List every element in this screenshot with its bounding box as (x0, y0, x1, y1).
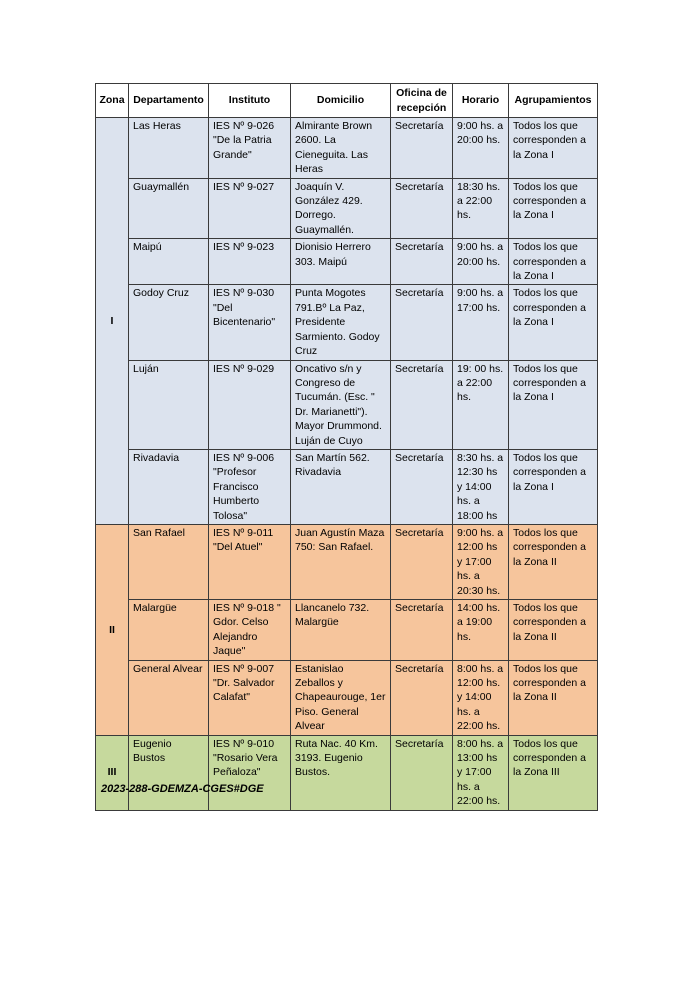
departamento-cell: Godoy Cruz (129, 285, 209, 360)
departamento-cell: Eugenio Bustos (129, 735, 209, 810)
table-row (96, 285, 598, 360)
instituto-cell: IES Nº 9-010 "Rosario Vera Peñaloza" (209, 735, 291, 810)
instituto-cell: IES Nº 9-027 (209, 178, 291, 239)
zone-label: II (96, 524, 129, 735)
agrupamiento-cell: Todos los que corresponden a la Zona I (509, 285, 598, 360)
header-oficina: Oficina de recepción (391, 84, 453, 118)
table-row (96, 600, 598, 661)
header-instituto: Instituto (209, 84, 291, 118)
agrupamiento-cell: Todos los que corresponden a la Zona III (509, 735, 598, 810)
oficina-cell: Secretaría (391, 360, 453, 449)
instituto-cell: IES Nº 9-011 "Del Atuel" (209, 524, 291, 599)
departamento-cell: Las Heras (129, 118, 209, 179)
departamento-cell: Rivadavia (129, 449, 209, 524)
departamento-cell: Malargüe (129, 600, 209, 661)
horario-cell: 8:00 hs. a 13:00 hs y 17:00 hs. a 22:00 hs. (453, 735, 509, 810)
document-reference: 2023-288-GDEMZA-CGES#DGE (101, 783, 264, 795)
header-departamento: Departamento (129, 84, 209, 118)
zone-label: I (96, 118, 129, 525)
header-domicilio: Domicilio (291, 84, 391, 118)
horario-cell: 9:00 hs. a 20:00 hs. (453, 118, 509, 179)
zones-table (95, 83, 598, 811)
oficina-cell: Secretaría (391, 449, 453, 524)
table-row (96, 178, 598, 239)
agrupamiento-cell: Todos los que corresponden a la Zona II (509, 660, 598, 735)
table-row (96, 524, 598, 599)
horario-cell: 8:30 hs. a 12:30 hs y 14:00 hs. a 18:00 hs (453, 449, 509, 524)
oficina-cell: Secretaría (391, 660, 453, 735)
zone-label: III (96, 735, 129, 810)
domicilio-cell: Llancanelo 732. Malargüe (291, 600, 391, 661)
instituto-cell: IES Nº 9-029 (209, 360, 291, 449)
header-zona: Zona (96, 84, 129, 118)
oficina-cell: Secretaría (391, 285, 453, 360)
header-horario: Horario (453, 84, 509, 118)
header-row (96, 84, 598, 118)
agrupamiento-cell: Todos los que corresponden a la Zona II (509, 524, 598, 599)
departamento-cell: Maipú (129, 239, 209, 285)
table-row (96, 735, 598, 810)
domicilio-cell: Estanislao Zeballos y Chapeaurouge, 1er Piso. General Alvear (291, 660, 391, 735)
horario-cell: 9:00 hs. a 17:00 hs. (453, 285, 509, 360)
horario-cell: 9:00 hs. a 12:00 hs y 17:00 hs. a 20:30 hs. (453, 524, 509, 599)
instituto-cell: IES Nº 9-018 " Gdor. Celso Alejandro Jaque" (209, 600, 291, 661)
agrupamiento-cell: Todos los que corresponden a la Zona I (509, 449, 598, 524)
domicilio-cell: Almirante Brown 2600. La Cieneguita. Las Heras (291, 118, 391, 179)
instituto-cell: IES Nº 9-006 "Profesor Francisco Humberto Tolosa" (209, 449, 291, 524)
domicilio-cell: Ruta Nac. 40 Km. 3193. Eugenio Bustos. (291, 735, 391, 810)
table-row (96, 118, 598, 179)
departamento-cell: Guaymallén (129, 178, 209, 239)
instituto-cell: IES Nº 9-007 "Dr. Salvador Calafat" (209, 660, 291, 735)
instituto-cell: IES Nº 9-023 (209, 239, 291, 285)
domicilio-cell: Juan Agustín Maza 750: San Rafael. (291, 524, 391, 599)
table-row (96, 239, 598, 285)
oficina-cell: Secretaría (391, 735, 453, 810)
domicilio-cell: Dionisio Herrero 303. Maipú (291, 239, 391, 285)
domicilio-cell: San Martín 562. Rivadavia (291, 449, 391, 524)
horario-cell: 18:30 hs. a 22:00 hs. (453, 178, 509, 239)
instituto-cell: IES Nº 9-030 "Del Bicentenario" (209, 285, 291, 360)
agrupamiento-cell: Todos los que corresponden a la Zona I (509, 118, 598, 179)
table-row (96, 449, 598, 524)
horario-cell: 8:00 hs. a 12:00 hs. y 14:00 hs. a 22:00 hs. (453, 660, 509, 735)
table-row (96, 660, 598, 735)
domicilio-cell: Oncativo s/n y Congreso de Tucumán. (Esc. " Dr. Marianetti"). Mayor Drummond. Luján de Cuyo (291, 360, 391, 449)
header-agrupamientos: Agrupamientos (509, 84, 598, 118)
table-row (96, 360, 598, 449)
agrupamiento-cell: Todos los que corresponden a la Zona I (509, 239, 598, 285)
departamento-cell: Luján (129, 360, 209, 449)
domicilio-cell: Joaquín V. González 429. Dorrego. Guaymallén. (291, 178, 391, 239)
oficina-cell: Secretaría (391, 178, 453, 239)
oficina-cell: Secretaría (391, 118, 453, 179)
departamento-cell: General Alvear (129, 660, 209, 735)
horario-cell: 9:00 hs. a 20:00 hs. (453, 239, 509, 285)
horario-cell: 19: 00 hs. a 22:00 hs. (453, 360, 509, 449)
domicilio-cell: Punta Mogotes 791.Bº La Paz, Presidente Sarmiento. Godoy Cruz (291, 285, 391, 360)
instituto-cell: IES Nº 9-026 "De la Patria Grande" (209, 118, 291, 179)
departamento-cell: San Rafael (129, 524, 209, 599)
oficina-cell: Secretaría (391, 524, 453, 599)
oficina-cell: Secretaría (391, 239, 453, 285)
agrupamiento-cell: Todos los que corresponden a la Zona II (509, 600, 598, 661)
horario-cell: 14:00 hs. a 19:00 hs. (453, 600, 509, 661)
oficina-cell: Secretaría (391, 600, 453, 661)
agrupamiento-cell: Todos los que corresponden a la Zona I (509, 178, 598, 239)
agrupamiento-cell: Todos los que corresponden a la Zona I (509, 360, 598, 449)
